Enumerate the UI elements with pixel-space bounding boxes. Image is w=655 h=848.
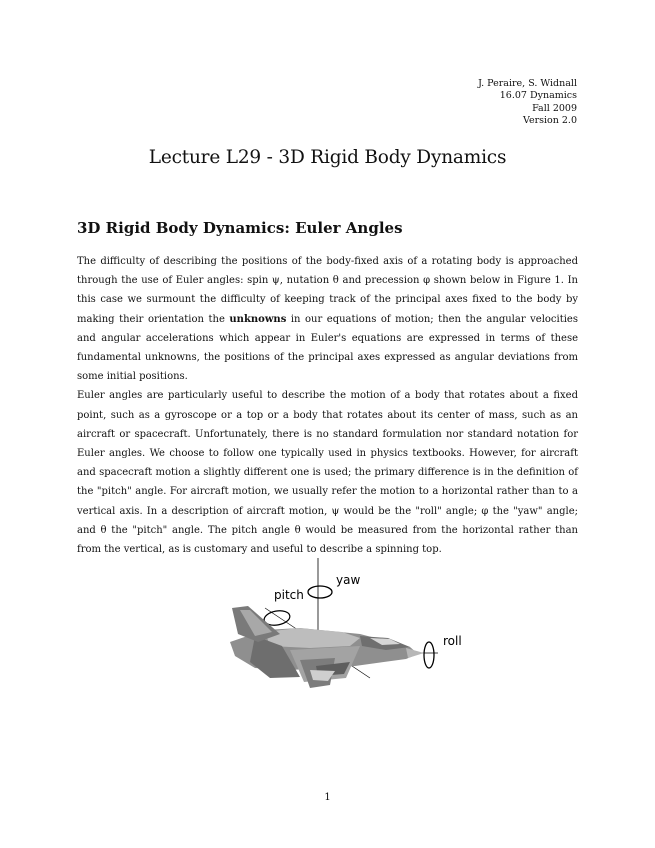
authors: J. Peraire, S. Widnall (478, 78, 577, 89)
yaw-label: yaw (336, 573, 361, 587)
term: Fall 2009 (532, 102, 577, 114)
aircraft-figure-svg (210, 550, 460, 700)
paragraph-1-bold: unknowns (229, 313, 287, 325)
course-number: 16.07 Dynamics (499, 90, 577, 102)
paragraph-2: Euler angles are particularly useful to describe the motion of a body that rotates about a fixed point, such as a gyroscope or a top or a body that rotates about its center of mass, such as an aircraft or spacecraft. Unfortunately, there is no standard formulation nor standard notation for Euler angles. We choose to follow one typically used in physics textbooks. However, for aircraft and spacecraft motion a slightly different one is used; the primary difference is in the definition of the "pitch" angle. For aircraft motion, we usually refer the motion to a horizontal rather than to a vertical axis. In a description of aircraft motion, ψ would be the "roll" angle; φ the "yaw" angle; and θ the "pitch" angle. The pitch angle θ would be measured from the horizontal rather than from the vertical, as is customary and useful to describe a spinning top. (77, 390, 578, 556)
lecture-title: Lecture L29 - 3D Rigid Body Dynamics (148, 147, 507, 168)
paragraph-1-part-2: in our equations of motion; then the angular velocities and angular accelerations which appear in Euler's equations are expressed in terms of these fundamental unknowns, the positions of the principal axes expressed as angular deviations from some initial positions. (77, 313, 578, 383)
document-header (478, 78, 577, 127)
section-title: 3D Rigid Body Dynamics: Euler Angles (77, 219, 403, 237)
paragraph-1-part-1: The difficulty of describing the positions of the body-fixed axis of a rotating body is approached through the use of Euler angles: spin ψ, nutation θ and precession φ shown below in Figure 1. In this case we surmount the difficulty of keeping track of the principal axes fixed to the body by making their orientation the (77, 256, 578, 325)
aircraft-illustration (230, 606, 424, 688)
pitch-label: pitch (274, 588, 304, 602)
paragraph-1 (77, 252, 578, 386)
version: Version 2.0 (522, 114, 577, 126)
yaw-circle (308, 586, 332, 598)
aircraft-axes-figure (210, 550, 460, 700)
page-number: 1 (324, 792, 331, 803)
roll-label: roll (443, 634, 462, 648)
body-text (77, 252, 578, 559)
roll-circle (424, 642, 434, 668)
